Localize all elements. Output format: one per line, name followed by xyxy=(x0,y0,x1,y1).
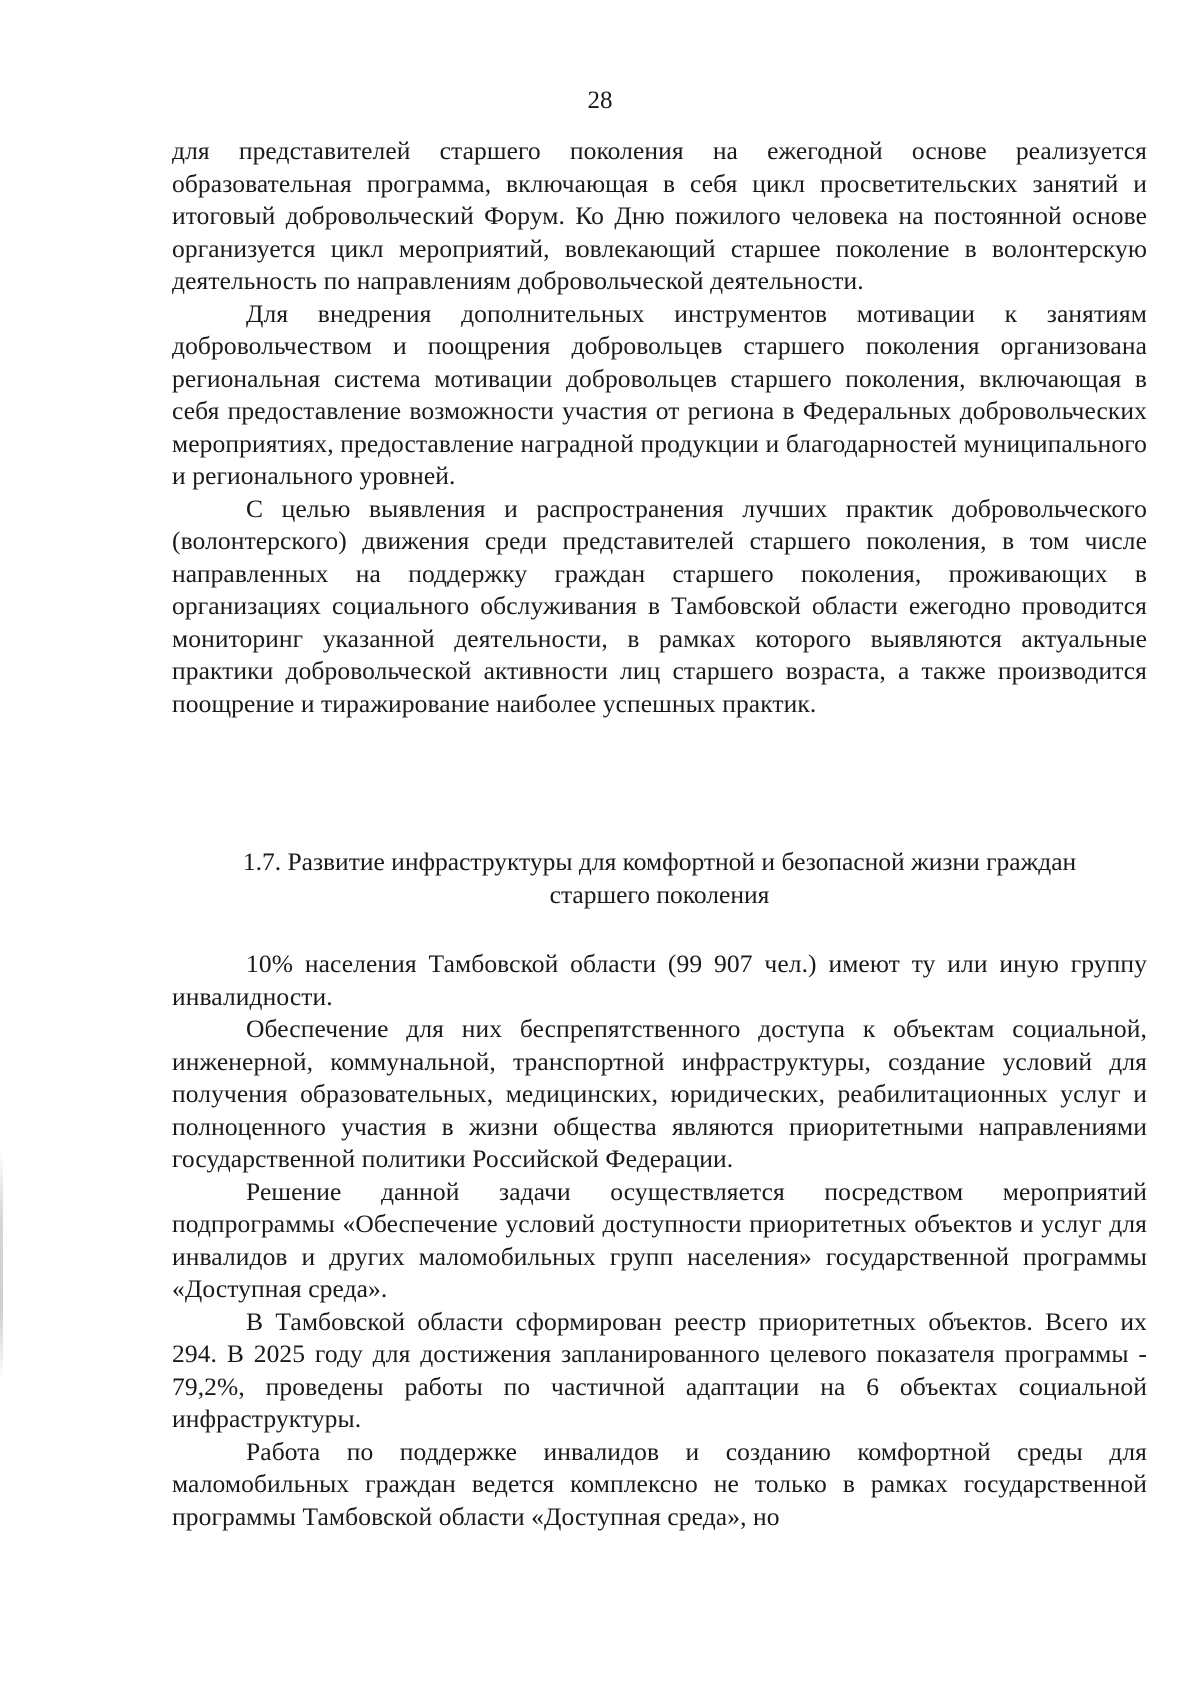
paragraph: С целью выявления и распространения лучших практик добровольческого (волонтерского) движения среди представителей старшего поколения, в том числе направленных на поддержку граждан старшего поколения, проживающих в организациях социального обслуживания в Тамбовской области ежегодно проводится мониторинг указанной деятельности, в рамках которого выявляются актуальные практики добровольческой активности лиц старшего возраста, а также производится поощрение и тиражирование наиболее успешных практик. xyxy=(172,493,1147,718)
text-block-volunteering xyxy=(172,135,1147,720)
paragraph: Работа по поддержке инвалидов и созданию комфортной среды для маломобильных граждан ведется комплексно не только в рамках государственной программы Тамбовской области «Доступная среда», но xyxy=(172,1436,1147,1531)
section-heading xyxy=(172,845,1147,911)
section-heading-line-2: старшего поколения xyxy=(549,880,770,909)
scan-edge-shadow xyxy=(0,1150,3,1380)
paragraph: Для внедрения дополнительных инструментов мотивации к занятиям добровольчеством и поощрения добровольцев старшего поколения организована региональная система мотивации добровольцев старшего поколения, включающая в себя предоставление возможности участия от региона в Федеральных добровольческих мероприятиях, предоставление наградной продукции и благодарностей муниципального и регионального уровней. xyxy=(172,298,1147,490)
paragraph: Решение данной задачи осуществляется посредством мероприятий подпрограммы «Обеспечение условий доступности приоритетных объектов и услуг для инвалидов и других маломобильных групп населения» государственной программы «Доступная среда». xyxy=(172,1176,1147,1303)
paragraph: для представителей старшего поколения на ежегодной основе реализуется образовательная программа, включающая в себя цикл просветительских занятий и итоговый добровольческий Форум. Ко Дню пожилого человека на постоянной основе организуется цикл мероприятий, вовлекающий старшее поколение в волонтерскую деятельность по направлениям добровольческой деятельности. xyxy=(172,136,1147,295)
paragraph: В Тамбовской области сформирован реестр приоритетных объектов. Всего их 294. В 2025 году для достижения запланированного целевого показателя программы - 79,2%, проведены работы по частичной адаптации на 6 объектах социальной инфраструктуры. xyxy=(172,1306,1147,1433)
text-block-infrastructure xyxy=(172,948,1147,1533)
paragraph: Обеспечение для них беспрепятственного доступа к объектам социальной, инженерной, коммунальной, транспортной инфраструктуры, создание условий для получения образовательных, медицинских, юридических, реабилитационных услуг и полноценного участия в жизни общества являются приоритетными направлениями государственной политики Российской Федерации. xyxy=(172,1014,1147,1173)
section-heading-line-1: 1.7. Развитие инфраструктуры для комфортной и безопасной жизни граждан xyxy=(242,847,1077,876)
page-number: 28 xyxy=(587,87,613,114)
paragraph: 10% населения Тамбовской области (99 907 чел.) имеют ту или иную группу инвалидности. xyxy=(172,949,1147,1011)
